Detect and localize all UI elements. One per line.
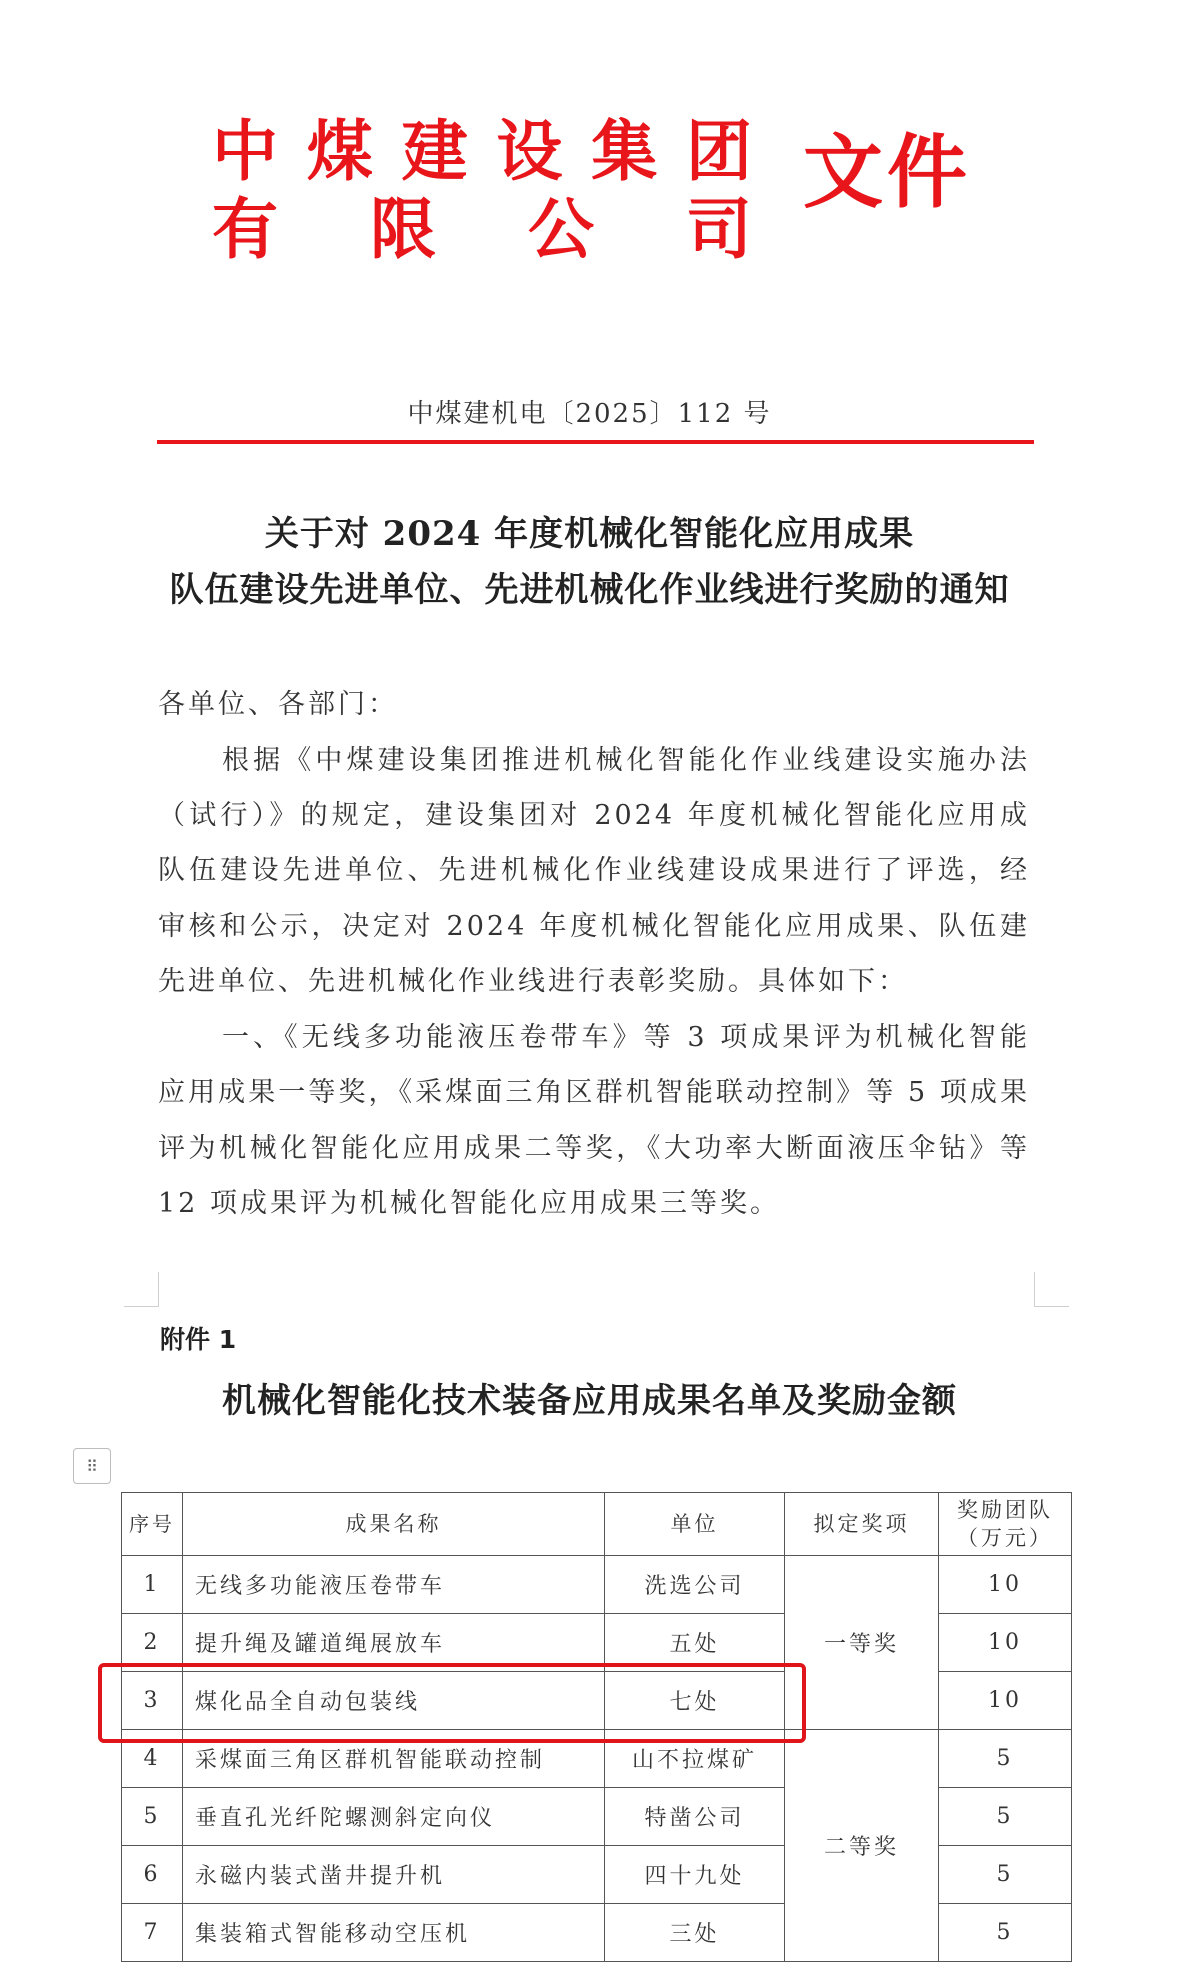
org-char: 公 <box>528 190 594 268</box>
header-award: 拟定奖项 <box>785 1493 939 1556</box>
row-no: 6 <box>122 1846 183 1904</box>
org-char: 中 <box>212 112 278 190</box>
page-corner-mark-left <box>124 1272 159 1307</box>
row-unit: 五处 <box>605 1614 785 1672</box>
table-header-row <box>122 1493 1072 1556</box>
header-unit: 单位 <box>605 1493 785 1556</box>
org-char: 集 <box>591 112 658 190</box>
row-amount: 5 <box>939 1788 1072 1846</box>
org-char: 煤 <box>306 112 373 190</box>
document-type-label: 文件 <box>803 125 971 219</box>
table-row <box>122 1556 1072 1614</box>
row-unit: 洗选公司 <box>605 1556 785 1614</box>
row-name: 无线多功能液压卷带车 <box>183 1556 605 1614</box>
body-line-4: 审核和公示，决定对 2024 年度机械化智能化应用成果、队伍建 <box>158 911 1030 940</box>
attachment-title: 机械化智能化技术装备应用成果名单及奖励金额 <box>222 1381 957 1421</box>
body-line-8: 评为机械化智能化应用成果二等奖，《大功率大断面液压伞钻》等 <box>158 1133 1030 1162</box>
notice-title-line-1: 关于对 2024 年度机械化智能化应用成果 <box>264 514 915 554</box>
body-line-3: 队伍建设先进单位、先进机械化作业线建设成果进行了评选，经 <box>158 855 1030 884</box>
row-amount: 5 <box>939 1730 1072 1788</box>
document-number: 中煤建机电〔2025〕112 号 <box>407 399 772 429</box>
row-unit: 七处 <box>605 1672 785 1730</box>
org-char: 司 <box>686 190 752 268</box>
header-no: 序号 <box>122 1493 183 1556</box>
row-no: 7 <box>122 1904 183 1962</box>
notice-title-line-2: 队伍建设先进单位、先进机械化作业线进行奖励的通知 <box>169 570 1010 610</box>
table-row <box>122 1730 1072 1788</box>
row-amount: 5 <box>939 1904 1072 1962</box>
row-name: 煤化品全自动包装线 <box>183 1672 605 1730</box>
award-second-prize: 二等奖 <box>785 1730 939 1962</box>
row-unit: 四十九处 <box>605 1846 785 1904</box>
header-amount <box>939 1493 1072 1556</box>
org-char: 设 <box>496 112 563 190</box>
body-line-5: 先进单位、先进机械化作业线进行表彰奖励。具体如下： <box>158 966 908 997</box>
org-char: 团 <box>685 112 752 190</box>
row-amount: 5 <box>939 1846 1072 1904</box>
header-amount-line-1: 奖励团队 <box>957 1498 1053 1522</box>
salutation: 各单位、各部门： <box>158 689 398 720</box>
row-amount: 10 <box>939 1556 1072 1614</box>
row-name: 永磁内装式凿井提升机 <box>183 1846 605 1904</box>
row-amount: 10 <box>939 1614 1072 1672</box>
award-first-prize: 一等奖 <box>785 1556 939 1730</box>
row-unit: 山不拉煤矿 <box>605 1730 785 1788</box>
header-amount-line-2: （万元） <box>957 1526 1053 1550</box>
row-name: 垂直孔光纤陀螺测斜定向仪 <box>183 1788 605 1846</box>
row-unit: 特凿公司 <box>605 1788 785 1846</box>
row-no: 4 <box>122 1730 183 1788</box>
row-unit: 三处 <box>605 1904 785 1962</box>
row-no: 3 <box>122 1672 183 1730</box>
org-char: 限 <box>370 190 436 268</box>
body-line-2: （试行）》的规定，建设集团对 2024 年度机械化智能化应用成 <box>158 800 1030 829</box>
row-name: 提升绳及罐道绳展放车 <box>183 1614 605 1672</box>
row-no: 2 <box>122 1614 183 1672</box>
org-char: 建 <box>401 112 468 190</box>
org-name-line-2 <box>212 190 752 268</box>
red-divider <box>157 440 1034 444</box>
table-move-handle-icon[interactable]: ⠿ <box>73 1448 111 1484</box>
row-name: 集装箱式智能移动空压机 <box>183 1904 605 1962</box>
page-corner-mark-right <box>1034 1272 1069 1307</box>
attachment-label: 附件 1 <box>160 1325 237 1354</box>
body-line-6: 一、《无线多功能液压卷带车》等 3 项成果评为机械化智能 <box>222 1022 1030 1051</box>
header-name: 成果名称 <box>183 1493 605 1556</box>
awards-table <box>121 1492 1072 1962</box>
body-line-7: 应用成果一等奖，《采煤面三角区群机智能联动控制》等 5 项成果 <box>158 1077 1030 1106</box>
org-name-line-1 <box>212 112 752 190</box>
row-amount: 10 <box>939 1672 1072 1730</box>
body-line-1: 根据《中煤建设集团推进机械化智能化作业线建设实施办法 <box>222 745 1030 774</box>
row-no: 1 <box>122 1556 183 1614</box>
org-char: 有 <box>212 190 278 268</box>
body-line-9: 12 项成果评为机械化智能化应用成果三等奖。 <box>158 1188 780 1219</box>
row-no: 5 <box>122 1788 183 1846</box>
row-name: 采煤面三角区群机智能联动控制 <box>183 1730 605 1788</box>
